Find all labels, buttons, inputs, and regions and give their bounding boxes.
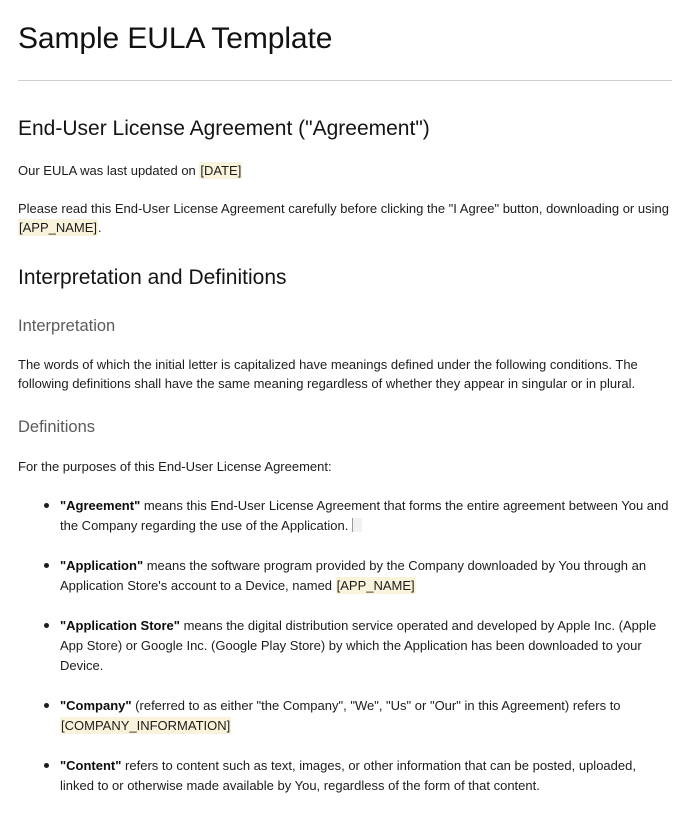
- definition-term: "Company": [60, 697, 132, 713]
- section-heading-interpretation-and-definitions: Interpretation and Definitions: [18, 266, 287, 290]
- definition-term: "Agreement": [60, 497, 141, 513]
- bullet-icon: [44, 503, 49, 508]
- page-title: Sample EULA Template: [18, 22, 333, 55]
- definition-text: (referred to as either "the Company", "We", "Us" or "Our" in this Agreement) refers to: [131, 697, 621, 713]
- bullet-icon: [44, 563, 49, 568]
- last-updated-prefix: Our EULA was last updated on: [18, 163, 200, 179]
- last-updated-paragraph: [18, 142, 672, 180]
- agreement-heading: End-User License Agreement ("Agreement"): [18, 117, 430, 140]
- definition-placeholder[interactable]: [APP_NAME]: [336, 577, 415, 593]
- definition-text: means this End-User License Agreement that forms the entire agreement between You and the Company regarding the use of the Application.: [60, 497, 669, 533]
- subsection-heading-interpretation: Interpretation: [18, 316, 116, 335]
- definitions-list: [18, 476, 672, 796]
- definition-text: means the digital distribution service operated and developed by Apple Inc. (Apple App Store) or Google Inc. (Google Play Store) by which the Application has been downloaded to your Device.: [60, 617, 657, 673]
- app-name-placeholder[interactable]: [APP_NAME]: [19, 220, 98, 236]
- interpretation-body: The words of which the initial letter is capitalized have meanings defined under the following conditions. The following definitions shall have the same meaning regardless of whether they appear in singular or in plural.: [18, 357, 638, 392]
- definition-text: means the software program provided by the Company downloaded by You through an Application Store's account to a Device, named: [60, 557, 647, 593]
- please-read-part2: .: [98, 220, 102, 236]
- definition-item: [18, 536, 672, 596]
- definition-item: [18, 736, 672, 796]
- please-read-part1: Please read this End-User License Agreement carefully before clicking the "I Agree" button, downloading or using: [18, 201, 669, 217]
- definition-item: [18, 676, 672, 736]
- definition-term: "Application Store": [60, 617, 180, 633]
- definition-text: refers to content such as text, images, or other information that can be posted, uploaded, linked to or otherwise made available by You, regardless of the form of that content.: [60, 757, 636, 793]
- date-placeholder[interactable]: [DATE]: [200, 163, 242, 179]
- text-cursor-highlight: [353, 518, 362, 532]
- bullet-icon: [44, 763, 49, 768]
- definition-term: "Application": [60, 557, 144, 573]
- definition-placeholder[interactable]: [COMPANY_INFORMATION]: [61, 717, 231, 733]
- subsection-heading-definitions: Definitions: [18, 418, 96, 437]
- please-read-paragraph: [18, 180, 672, 237]
- bullet-icon: [44, 623, 49, 628]
- definition-item: [18, 476, 672, 536]
- bullet-icon: [44, 703, 49, 708]
- definition-term: "Content": [60, 757, 122, 773]
- definition-item: [18, 596, 672, 676]
- definitions-intro: For the purposes of this End-User License Agreement:: [18, 458, 332, 474]
